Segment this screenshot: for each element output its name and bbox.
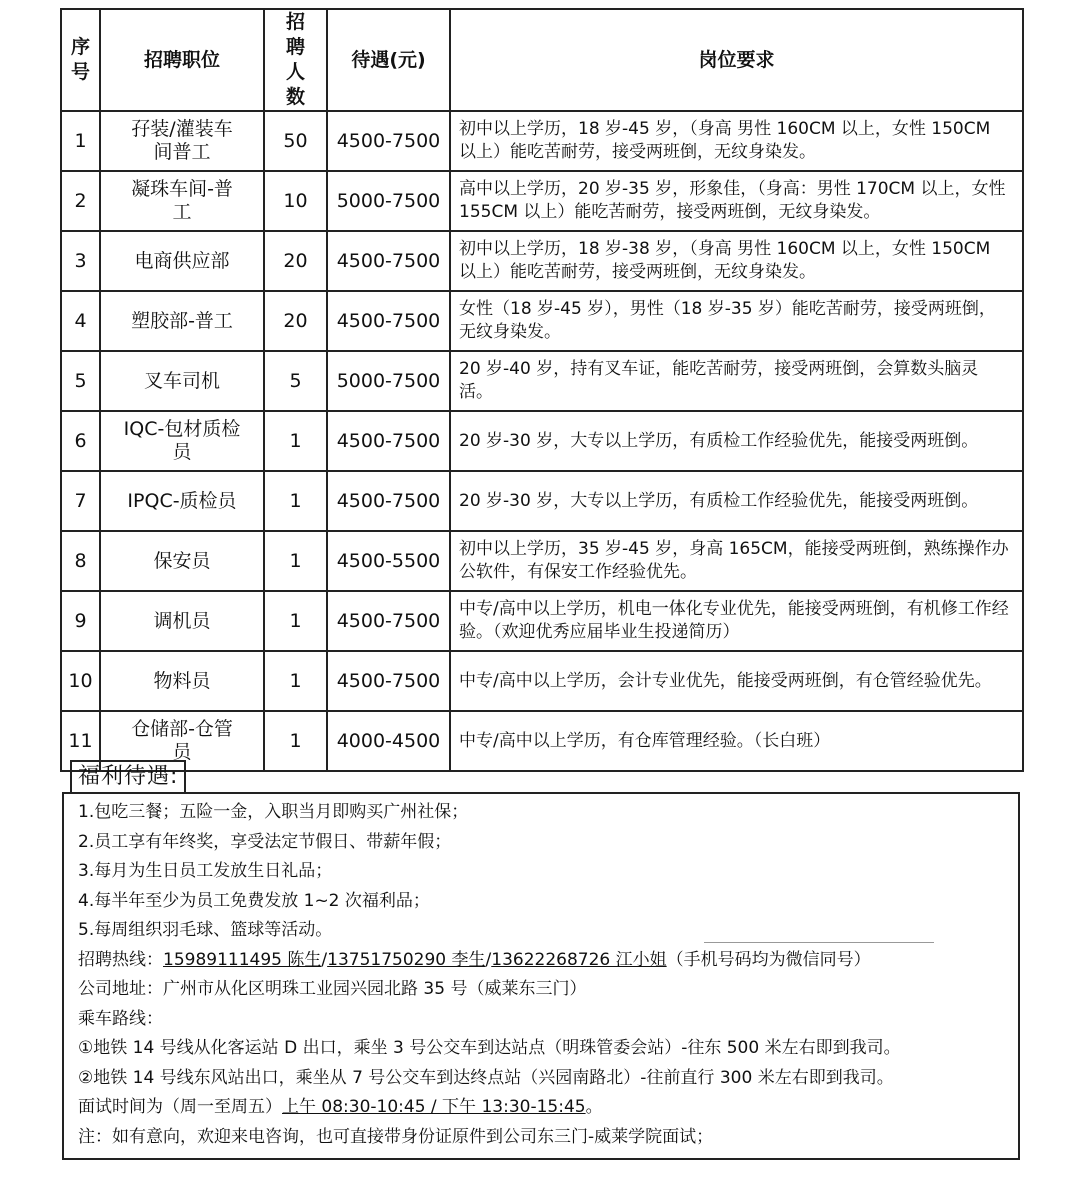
hotline-phone-2: 13751750290 李生 — [327, 949, 486, 970]
address-line — [78, 975, 1018, 1005]
row-position-cell: 叉车司机 — [100, 351, 264, 411]
note-line: 注：如有意向，欢迎来电咨询，也可直接带身份证原件到公司东三门-威莱学院面试； — [78, 1126, 714, 1147]
benefit-item: 2.员工享有年终奖，享受法定节假日、带薪年假； — [78, 831, 452, 852]
row-requirements-cell: 20 岁-30 岁，大专以上学历，有质检工作经验优先，能接受两班倒。 — [450, 411, 1023, 471]
benefits-title: 福利待遇: — [70, 760, 186, 794]
table-row — [61, 111, 1023, 171]
benefit-item: 5.每周组织羽毛球、篮球等活动。 — [78, 920, 333, 940]
row-salary-cell: 4500-5500 — [327, 531, 450, 591]
table-row — [61, 651, 1023, 711]
row-no-cell: 4 — [61, 291, 100, 351]
row-count-cell: 50 — [264, 111, 327, 171]
divider — [704, 942, 934, 943]
header-no: 序号 — [61, 9, 100, 111]
benefits-box — [62, 792, 1020, 1160]
row-count-cell: 5 — [264, 351, 327, 411]
benefit-item: 3.每月为生日员工发放生日礼品； — [78, 861, 333, 881]
table-row — [61, 591, 1023, 651]
address-label: 公司地址： — [78, 979, 163, 999]
row-requirements-cell: 女性（18 岁-45 岁），男性（18 岁-35 岁）能吃苦耐劳，接受两班倒，无纹身染发。 — [450, 291, 1023, 351]
table-row — [61, 171, 1023, 231]
row-no-cell: 11 — [61, 711, 100, 771]
table-header-row — [61, 9, 1023, 111]
table-row — [61, 411, 1023, 471]
row-requirements-cell: 初中以上学历，18 岁-38 岁，（身高 男性 160CM 以上，女性 150CM 以上）能吃苦耐劳，接受两班倒，无纹身染发。 — [450, 231, 1023, 291]
benefit-item: 1.包吃三餐；五险一金，入职当月即购买广州社保； — [78, 802, 469, 822]
table-row — [61, 471, 1023, 531]
row-no-cell: 9 — [61, 591, 100, 651]
row-no-cell: 6 — [61, 411, 100, 471]
row-position-cell: 物料员 — [100, 651, 264, 711]
header-requirements: 岗位要求 — [450, 9, 1023, 111]
hotline-label: 招聘热线： — [78, 949, 163, 970]
row-no-cell: 1 — [61, 111, 100, 171]
row-position-cell: 电商供应部 — [100, 231, 264, 291]
hotline-separator: / — [321, 949, 328, 970]
table-row — [61, 291, 1023, 351]
row-no-cell: 8 — [61, 531, 100, 591]
row-position-cell: 塑胶部-普工 — [100, 291, 264, 351]
hotline-note: （手机号码均为微信同号） — [666, 949, 871, 970]
interview-times: 上午 08:30-10:45 / 下午 13:30-15:45 — [282, 1097, 586, 1117]
row-count-cell: 1 — [264, 591, 327, 651]
row-requirements-cell: 高中以上学历，20 岁-35 岁，形象佳，（身高：男性 170CM 以上，女性 155CM 以上）能吃苦耐劳，接受两班倒，无纹身染发。 — [450, 171, 1023, 231]
row-requirements-cell: 中专/高中以上学历，有仓库管理经验。（长白班） — [450, 711, 1023, 771]
row-position-cell: IQC-包材质检员 — [100, 411, 264, 471]
row-position-cell: 调机员 — [100, 591, 264, 651]
row-position-cell: 孖装/灌装车间普工 — [100, 111, 264, 171]
row-salary-cell: 4500-7500 — [327, 411, 450, 471]
row-salary-cell: 4500-7500 — [327, 231, 450, 291]
row-position-cell: IPQC-质检员 — [100, 471, 264, 531]
row-count-cell: 1 — [264, 711, 327, 771]
table-row — [61, 711, 1023, 771]
benefits-list — [64, 794, 1018, 1152]
row-no-cell: 10 — [61, 651, 100, 711]
header-position: 招聘职位 — [100, 9, 264, 111]
address-text: 广州市从化区明珠工业园兴园北路 35 号（威莱东三门） — [163, 979, 587, 999]
recruitment-table — [60, 8, 1024, 772]
row-salary-cell: 4500-7500 — [327, 291, 450, 351]
row-salary-cell: 4500-7500 — [327, 111, 450, 171]
benefit-item: 4.每半年至少为员工免费发放 1~2 次福利品； — [78, 890, 430, 911]
hotline-phone-3: 13622268726 江小姐 — [491, 949, 667, 970]
row-salary-cell: 4000-4500 — [327, 711, 450, 771]
table-row — [61, 231, 1023, 291]
row-requirements-cell: 初中以上学历，35 岁-45 岁，身高 165CM，能接受两班倒，熟练操作办公软件，有保安工作经验优先。 — [450, 531, 1023, 591]
row-requirements-cell: 20 岁-30 岁，大专以上学历，有质检工作经验优先，能接受两班倒。 — [450, 471, 1023, 531]
row-count-cell: 20 — [264, 291, 327, 351]
interview-line — [78, 1093, 1018, 1123]
row-count-cell: 20 — [264, 231, 327, 291]
row-requirements-cell: 中专/高中以上学历，机电一体化专业优先，能接受两班倒，有机修工作经验。（欢迎优秀应届毕业生投递简历） — [450, 591, 1023, 651]
table-row — [61, 531, 1023, 591]
row-position-cell: 凝珠车间-普工 — [100, 171, 264, 231]
row-requirements-cell: 初中以上学历，18 岁-45 岁，（身高 男性 160CM 以上，女性 150CM 以上）能吃苦耐劳，接受两班倒，无纹身染发。 — [450, 111, 1023, 171]
interview-suffix: 。 — [585, 1097, 603, 1117]
hotline-line — [78, 946, 1018, 976]
table-row — [61, 351, 1023, 411]
row-salary-cell: 5000-7500 — [327, 351, 450, 411]
interview-prefix: 面试时间为（周一至周五） — [78, 1097, 282, 1117]
row-no-cell: 2 — [61, 171, 100, 231]
header-count: 招聘人数 — [264, 9, 327, 111]
row-count-cell: 10 — [264, 171, 327, 231]
row-position-cell: 仓储部-仓管员 — [100, 711, 264, 771]
header-salary: 待遇(元) — [327, 9, 450, 111]
hotline-phone-1: 15989111495 陈生 — [163, 949, 322, 970]
route-label: 乘车路线： — [78, 1008, 163, 1029]
hotline-separator: / — [485, 949, 492, 970]
row-position-cell: 保安员 — [100, 531, 264, 591]
row-requirements-cell: 中专/高中以上学历，会计专业优先，能接受两班倒，有仓管经验优先。 — [450, 651, 1023, 711]
row-salary-cell: 4500-7500 — [327, 651, 450, 711]
route-item-1: ①地铁 14 号线从化客运站 D 出口，乘坐 3 号公交车到达站点（明珠管委会站）-往东 500 米左右即到我司。 — [78, 1038, 901, 1058]
row-no-cell: 7 — [61, 471, 100, 531]
row-salary-cell: 4500-7500 — [327, 471, 450, 531]
row-no-cell: 5 — [61, 351, 100, 411]
row-count-cell: 1 — [264, 651, 327, 711]
row-count-cell: 1 — [264, 531, 327, 591]
row-count-cell: 1 — [264, 411, 327, 471]
row-salary-cell: 5000-7500 — [327, 171, 450, 231]
row-requirements-cell: 20 岁-40 岁，持有叉车证，能吃苦耐劳，接受两班倒，会算数头脑灵活。 — [450, 351, 1023, 411]
route-item-2: ②地铁 14 号线东风站出口，乘坐从 7 号公交车到达终点站（兴园南路北）-往前直行 300 米左右即到我司。 — [78, 1067, 894, 1088]
row-count-cell: 1 — [264, 471, 327, 531]
row-salary-cell: 4500-7500 — [327, 591, 450, 651]
row-no-cell: 3 — [61, 231, 100, 291]
